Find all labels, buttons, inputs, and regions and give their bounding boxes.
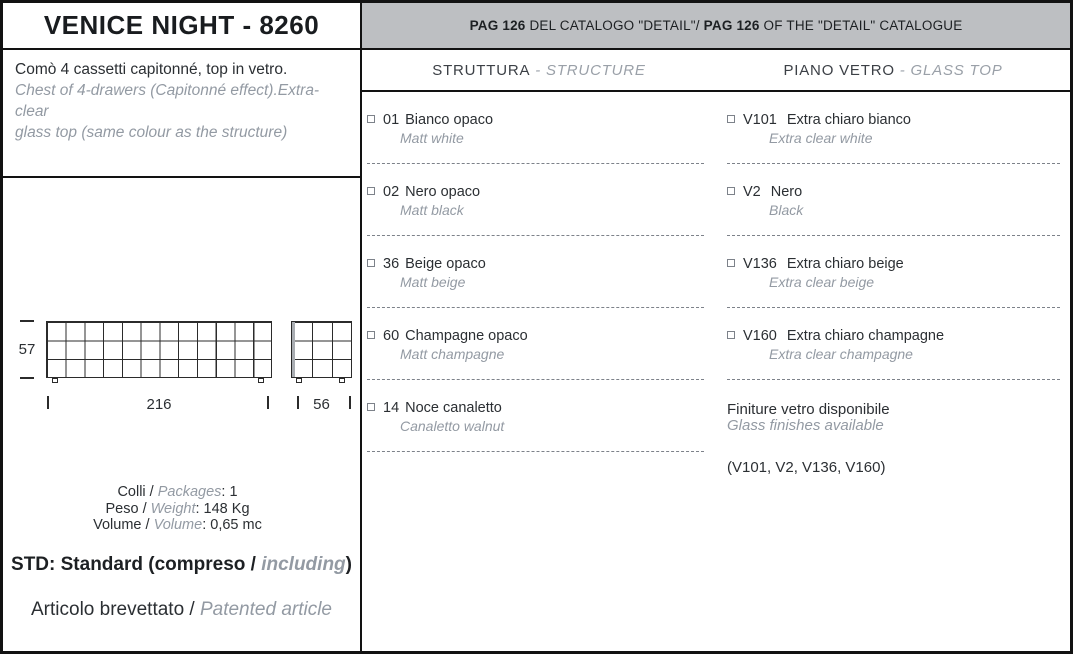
height-dimension: 57 [18,341,36,358]
product-title-box [3,3,360,50]
glass-column-header [716,62,1070,79]
finish-name-en: Matt black [400,202,464,218]
finish-name-en: Matt beige [400,274,466,290]
structure-column-header [362,62,716,79]
structure-title-en: STRUCTURE [546,61,646,79]
volume-line [3,517,352,534]
finish-name-en: Black [769,202,804,218]
volume-value: : 0,65 mc [202,517,262,533]
standard-note-en: including [261,554,346,575]
checkbox-icon [367,331,375,339]
height-tick-top [20,320,34,322]
technical-drawing-area [3,178,360,651]
structure-finish-list [362,92,716,651]
finish-name-en: Matt champagne [400,346,505,362]
finish-code: V160 [743,328,777,344]
checkbox-icon [727,331,735,339]
catalog-text-en: OF THE "DETAIL" CATALOGUE [759,18,963,33]
checkbox-icon [367,187,375,195]
checkbox-icon [367,115,375,123]
list-item [727,164,1060,236]
structure-title-it: STRUTTURA [432,61,531,79]
left-panel [3,3,362,651]
patent-note-it: Articolo brevettato / [31,599,200,620]
finish-code: V101 [743,112,777,128]
list-item [367,308,704,380]
packages-label-it: Colli / [117,484,158,500]
description-english-line2: glass top (same colour as the structure) [15,124,288,141]
weight-label-it: Peso / [105,500,151,517]
front-left-foot [52,378,58,383]
finish-name: Nero [770,184,803,200]
list-item [727,308,1060,380]
checkbox-icon [727,187,735,195]
finish-name-en: Extra clear champagne [769,346,913,362]
width-dimension: 216 [146,396,172,413]
finish-code: 01 [383,112,400,128]
right-panel [362,3,1070,651]
glass-note-en: Glass finishes available [727,417,884,434]
glass-title-en: GLASS TOP [910,61,1003,79]
weight-line [3,501,352,518]
checkbox-icon [727,115,735,123]
glass-note-codes: (V101, V2, V136, V160) [727,459,886,476]
finish-name: Beige opaco [405,256,486,272]
finish-code: 36 [383,256,400,272]
patent-note-en: Patented article [199,599,332,620]
finish-code: 14 [383,400,400,416]
finish-code: 60 [383,328,400,344]
finish-code: V2 [743,184,761,200]
catalog-reference-band [362,3,1070,50]
description-italian: Comò 4 cassetti capitonné, top in vetro. [15,61,288,78]
catalog-page-en: PAG 126 [703,18,760,33]
finish-code: 02 [383,184,400,200]
finish-name: Extra chiaro beige [786,256,904,272]
weight-label-en: Weight [150,500,196,517]
finish-name: Extra chiaro bianco [786,112,911,128]
finish-name: Bianco opaco [405,112,494,128]
finish-name-en: Extra clear beige [769,274,875,290]
front-right-foot [258,378,264,383]
finish-name: Champagne opaco [405,328,528,344]
catalog-page-it: PAG 126 [469,18,526,33]
list-item [367,380,704,452]
list-item [367,164,704,236]
volume-label-en: Volume [153,517,203,533]
checkbox-icon [727,259,735,267]
catalog-reference-text [470,18,963,33]
glass-finishes-note [727,380,1060,476]
side-right-foot [339,378,345,383]
height-tick-bottom [20,377,34,379]
standard-note [3,554,360,576]
checkbox-icon [367,403,375,411]
divider [367,451,704,452]
glass-note-it: Finiture vetro disponibile [727,401,890,418]
depth-dimension: 56 [313,396,330,413]
column-headers [362,50,1070,92]
finish-name: Extra chiaro champagne [786,328,945,344]
product-description [3,50,360,178]
standard-note-it: STD: Standard (compreso / [11,554,262,575]
glass-finish-list [716,92,1070,651]
finish-name: Nero opaco [405,184,481,200]
list-item [367,92,704,164]
catalog-text-it: DEL CATALOGO "DETAIL"/ [525,18,704,33]
description-english-line1: Chest of 4-drawers (Capitonné effect).Extra-clear [15,82,320,120]
standard-note-close: ) [345,554,352,575]
list-item [727,236,1060,308]
packages-label-en: Packages [157,484,222,500]
packages-line [3,484,352,501]
finish-name-en: Extra clear white [769,130,873,146]
side-view-drawing [291,321,352,378]
product-title: VENICE NIGHT - 8260 [43,10,320,40]
list-item [367,236,704,308]
finish-name-en: Matt white [400,130,464,146]
packages-value: : 1 [221,484,238,500]
side-left-foot [296,378,302,383]
volume-label-it: Volume / [93,517,154,533]
packaging-info [3,484,352,534]
front-view-drawing [46,321,272,378]
finish-name: Noce canaletto [405,400,502,416]
weight-value: : 148 Kg [195,500,250,517]
structure-title-sep: - [530,61,547,79]
checkbox-icon [367,259,375,267]
glass-title-it: PIANO VETRO [783,61,895,79]
patent-note [3,599,360,621]
finish-options [362,92,1070,651]
glass-title-sep: - [894,61,911,79]
list-item [727,92,1060,164]
finish-code: V136 [743,256,777,272]
finish-name-en: Canaletto walnut [400,418,505,434]
